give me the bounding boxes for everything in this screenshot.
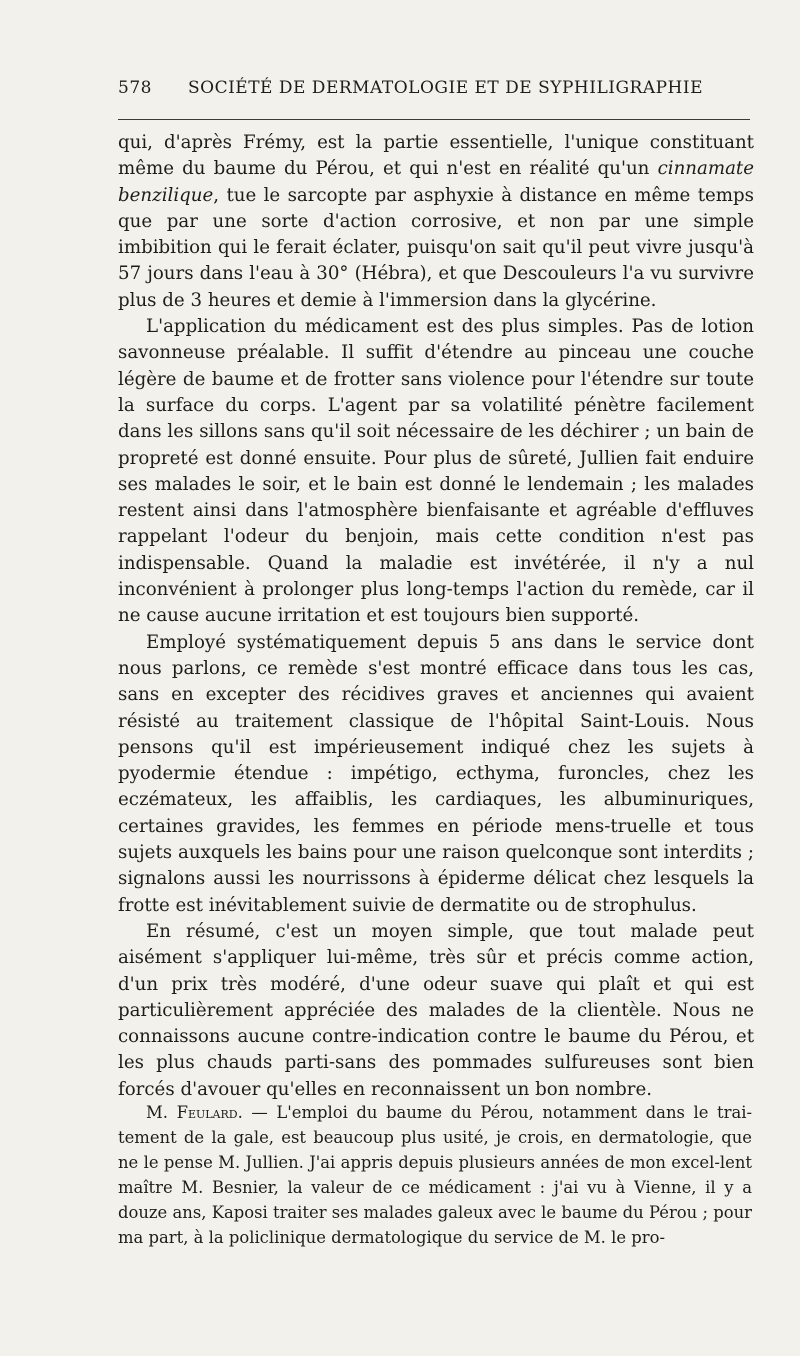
italic-term: cinnamate benzilique [118, 158, 754, 206]
paragraph-4: En résumé, c'est un moyen simple, que tout malade peut aisément s'appliquer lui-même, très sûr et précis comme action, d'un prix très modéré, d'une odeur suave qui plaît et qui est particulièrement appréciée des malades de la clientèle. Nous ne connaissons aucune contre-indication contre le baume du Pérou, et les plus chauds parti-sans des pommades sulfureuses sont bien forcés d'avouer qu'elles en reconnaissent un bon nombre. [118, 920, 754, 1100]
paragraph-1-start: qui, d'après Frémy, est la partie essentielle, l'unique constituant même du baume du Pérou, et qui n'est en réalité qu'un [118, 132, 754, 180]
paragraph-1 [118, 130, 754, 314]
paragraph-2: L'application du médicament est des plus simples. Pas de lotion savonneuse préalable. Il suffit d'étendre au pinceau une couche légère de baume et de frotter sans violence pour l'étendre sur toute la surface du corps. L'agent par sa volatilité pénètre facilement dans les sillons sans qu'il soit nécessaire de les déchirer ; un bain de propreté est donné ensuite. Pour plus de sûreté, Jullien fait enduire ses malades le soir, et le bain est donné le lendemain ; les malades restent ainsi dans l'atmosphère bienfaisante et agréable d'effluves rappelant l'odeur du benjoin, mais cette condition n'est pas indispensable. Quand la maladie est invétérée, il n'y a nul inconvénient à prolonger plus long-temps l'action du remède, car il ne cause aucune irritation et est toujours bien supporté. [118, 316, 754, 627]
speaker-name: M. Feulard. [146, 1103, 243, 1122]
paragraph-3: Employé systématiquement depuis 5 ans dans le service dont nous parlons, ce remède s'est montré efficace dans tous les cas, sans en excepter des récidives graves et anciennes qui avaient résisté au traitement classique de l'hôpital Saint-Louis. Nous pensons qu'il est impérieusement indiqué chez les sujets à pyodermie étendue : impétigo, ecthyma, furoncles, chez les eczémateux, les affaiblis, les cardiaques, les albuminuriques, certaines gravides, les femmes en période mens-truelle et tous sujets auxquels les bains pour une raison quelconque sont interdits ; signalons aussi les nourrissons à épiderme délicat chez lesquels la frotte est inévitablement suivie de dermatite ou de strophulus. [118, 631, 754, 916]
running-header [118, 78, 750, 106]
discussion-remark [118, 1100, 752, 1250]
running-title: SOCIÉTÉ DE DERMATOLOGIE ET DE SYPHILIGRAPHIE [188, 78, 704, 98]
discussion-text: — L'emploi du baume du Pérou, notamment dans le trai-tement de la gale, est beaucoup plus usité, je crois, en dermatologie, que ne le pense M. Jullien. J'ai appris depuis plusieurs années de mon excel-lent maître M. Besnier, la valeur de ce médicament : j'ai vu à Vienne, il y a douze ans, Kaposi traiter ses malades galeux avec le baume du Pérou ; pour ma part, à la policlinique dermatologique du service de M. le pro- [118, 1103, 752, 1247]
header-rule [118, 119, 750, 120]
discussion-paragraph [118, 1100, 752, 1250]
paragraph-1-end: , tue le sarcopte par asphyxie à distance en même temps que par une sorte d'action corrosive, et non par une simple imbibition qui le ferait éclater, puisqu'on sait qu'il peut vivre jusqu'à 57 jours dans l'eau à 30° (Hébra), et que Descouleurs l'a vu survivre plus de 3 heures et demie à l'immersion dans la glycérine. [118, 184, 754, 311]
article-body [118, 130, 754, 1103]
page-number: 578 [118, 78, 152, 98]
